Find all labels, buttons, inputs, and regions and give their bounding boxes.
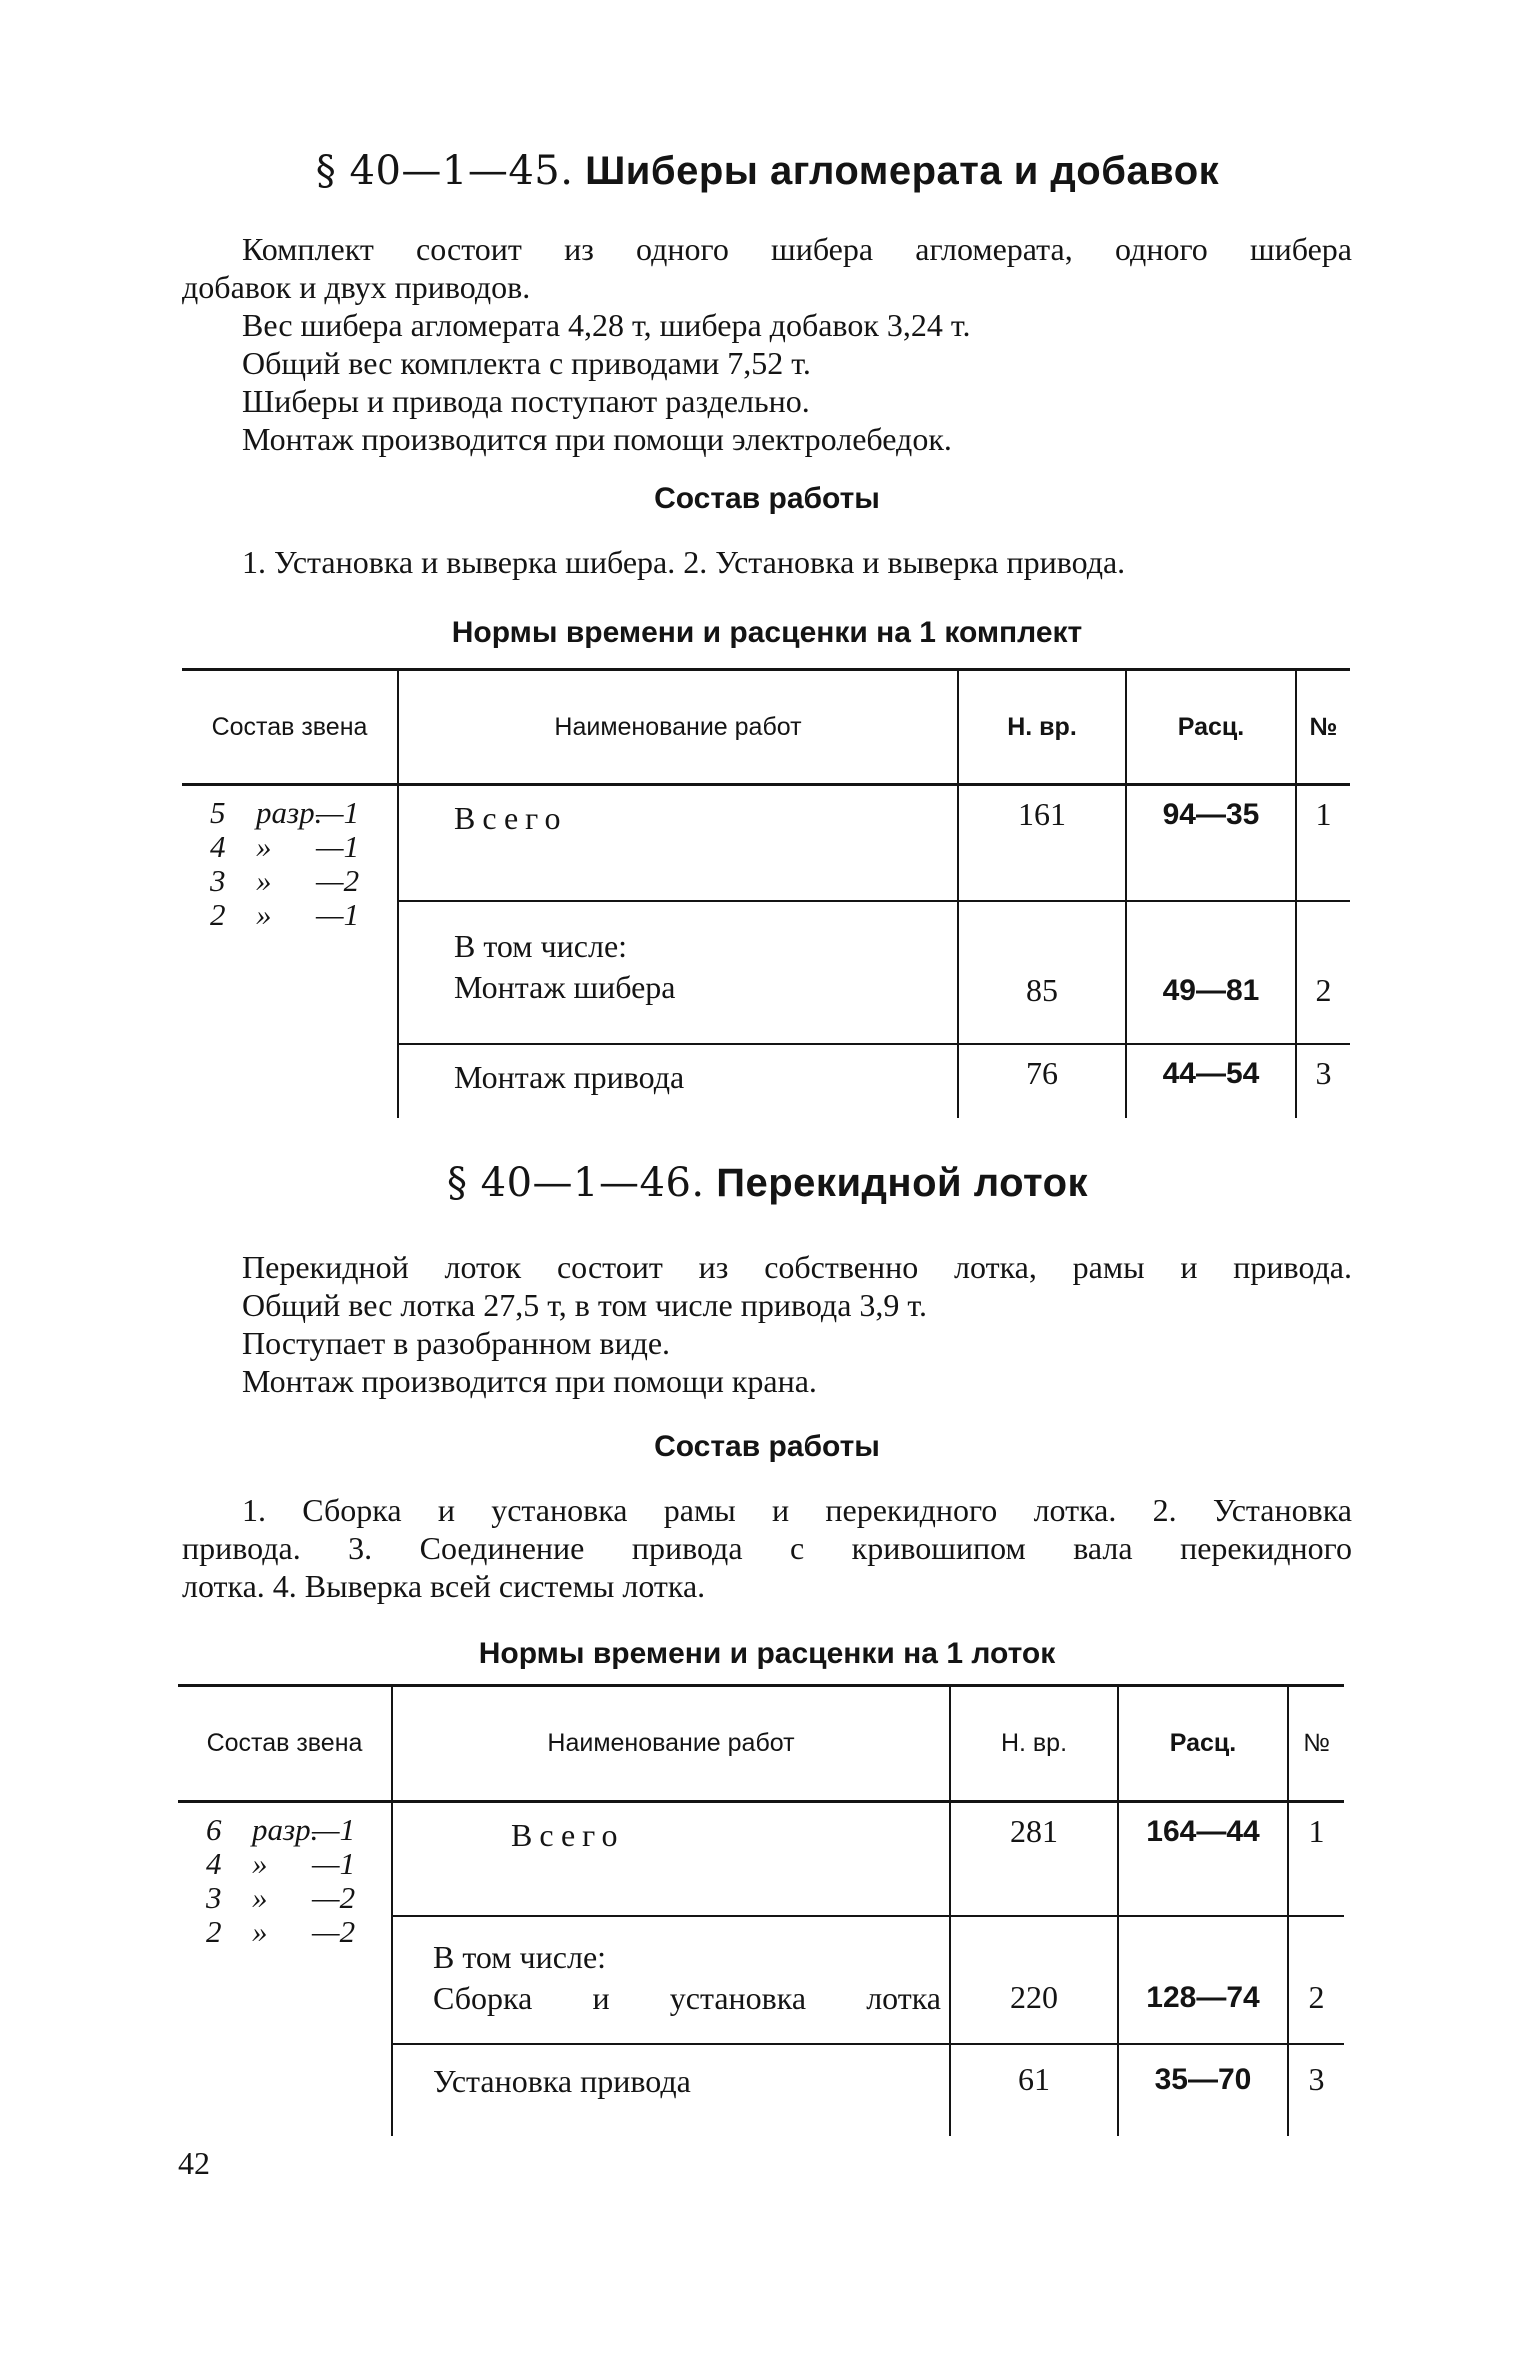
rate-cell: 164—44 — [1118, 1802, 1288, 1916]
section-title: Перекидной лоток — [716, 1161, 1089, 1205]
header-rate: Расц. — [1118, 1686, 1288, 1802]
table-header-row — [182, 670, 1350, 785]
work-name-cell: Монтаж привода — [398, 1044, 958, 1118]
intro-line: Монтаж производится при помощи крана. — [242, 1363, 817, 1399]
work-line: привода. 3. Соединение привода с кривошипом вала перекидного — [182, 1530, 1352, 1566]
section-heading-40-1-46 — [180, 1160, 1355, 1206]
intro-line: Монтаж производится при помощи электролебедок. — [242, 421, 952, 457]
time-norm-cell: 281 — [950, 1802, 1118, 1916]
work-line: лотка. 4. Выверка всей системы лотка. — [182, 1568, 706, 1604]
norms-table — [178, 1684, 1344, 2136]
header-crew: Состав звена — [178, 1686, 392, 1802]
section-number: § 40—1—46. — [446, 1160, 705, 1206]
time-norm-cell: 220 — [950, 1916, 1118, 2044]
work-composition-heading: Состав работы — [654, 482, 880, 515]
time-norm-cell: 161 — [958, 785, 1126, 901]
number-cell: 3 — [1288, 2044, 1344, 2136]
intro-line: Общий вес комплекта с приводами 7,52 т. — [242, 345, 811, 381]
header-crew: Состав звена — [182, 670, 398, 785]
rate-cell: 94—35 — [1126, 785, 1296, 901]
crew-composition — [178, 1802, 392, 2136]
header-work-name: Наименование работ — [398, 670, 958, 785]
header-number: № — [1296, 670, 1350, 785]
crew-line: 5 разр. —1 — [210, 795, 360, 830]
header-time-norm: Н. вр. — [950, 1686, 1118, 1802]
section-heading-40-1-45 — [180, 148, 1355, 194]
work-name-cell: Установка привода — [392, 2044, 950, 2136]
intro-line: Шиберы и привода поступают раздельно. — [242, 383, 810, 419]
number-cell: 2 — [1296, 901, 1350, 1044]
table-row — [182, 785, 1350, 901]
intro-line: добавок и двух приводов. — [182, 269, 531, 305]
work-line: 1. Установка и выверка шибера. 2. Установка и выверка привода. — [242, 544, 1126, 580]
rate-cell: 35—70 — [1118, 2044, 1288, 2136]
work-line: 1. Сборка и установка рамы и перекидного лотка. 2. Установка — [242, 1492, 1352, 1528]
section-intro — [182, 1248, 1352, 1400]
table-header-row — [178, 1686, 1344, 1802]
intro-line: Поступает в разобранном виде. — [242, 1325, 671, 1361]
crew-composition — [182, 785, 398, 1118]
header-work-name: Наименование работ — [392, 1686, 950, 1802]
work-name-cell: В том числе: Сборка и установка лотка — [392, 1916, 950, 2044]
table-title: Нормы времени и расценки на 1 комплект — [451, 616, 1083, 649]
crew-line: 4 » —1 — [210, 829, 360, 864]
intro-line: Комплект состоит из одного шибера агломерата, одного шибера — [242, 231, 1352, 267]
intro-line: Перекидной лоток состоит из собственно лотка, рамы и привода. — [242, 1249, 1352, 1285]
table-title: Нормы времени и расценки на 1 лоток — [478, 1637, 1056, 1670]
table-row — [178, 1802, 1344, 1916]
rate-cell: 128—74 — [1118, 1916, 1288, 2044]
header-time-norm: Н. вр. — [958, 670, 1126, 785]
work-composition-text — [182, 1491, 1352, 1605]
work-composition-heading: Состав работы — [654, 1430, 880, 1463]
number-cell: 3 — [1296, 1044, 1350, 1118]
section-intro — [182, 230, 1352, 458]
section-number: § 40—1—45. — [315, 148, 574, 194]
crew-line: 2 » —1 — [210, 897, 360, 932]
crew-line: 3 » —2 — [206, 1880, 356, 1915]
header-rate: Расц. — [1126, 670, 1296, 785]
work-name-cell: В том числе: Монтаж шибера — [398, 901, 958, 1044]
page-number: 42 — [178, 2145, 210, 2181]
norms-table — [182, 668, 1350, 1118]
work-name-cell: Всего — [392, 1802, 950, 1916]
number-cell: 2 — [1288, 1916, 1344, 2044]
time-norm-cell: 76 — [958, 1044, 1126, 1118]
header-number: № — [1288, 1686, 1344, 1802]
work-composition-text — [182, 543, 1352, 581]
crew-line: 4 » —1 — [206, 1846, 356, 1881]
crew-line: 6 разр. —1 — [206, 1812, 356, 1847]
number-cell: 1 — [1288, 1802, 1344, 1916]
number-cell: 1 — [1296, 785, 1350, 901]
work-name-cell: Всего — [398, 785, 958, 901]
time-norm-cell: 85 — [958, 901, 1126, 1044]
crew-line: 3 » —2 — [210, 863, 360, 898]
rate-cell: 49—81 — [1126, 901, 1296, 1044]
rate-cell: 44—54 — [1126, 1044, 1296, 1118]
time-norm-cell: 61 — [950, 2044, 1118, 2136]
crew-line: 2 » —2 — [206, 1914, 356, 1949]
section-title: Шиберы агломерата и добавок — [585, 149, 1220, 193]
intro-line: Вес шибера агломерата 4,28 т, шибера добавок 3,24 т. — [242, 307, 971, 343]
intro-line: Общий вес лотка 27,5 т, в том числе привода 3,9 т. — [242, 1287, 927, 1323]
